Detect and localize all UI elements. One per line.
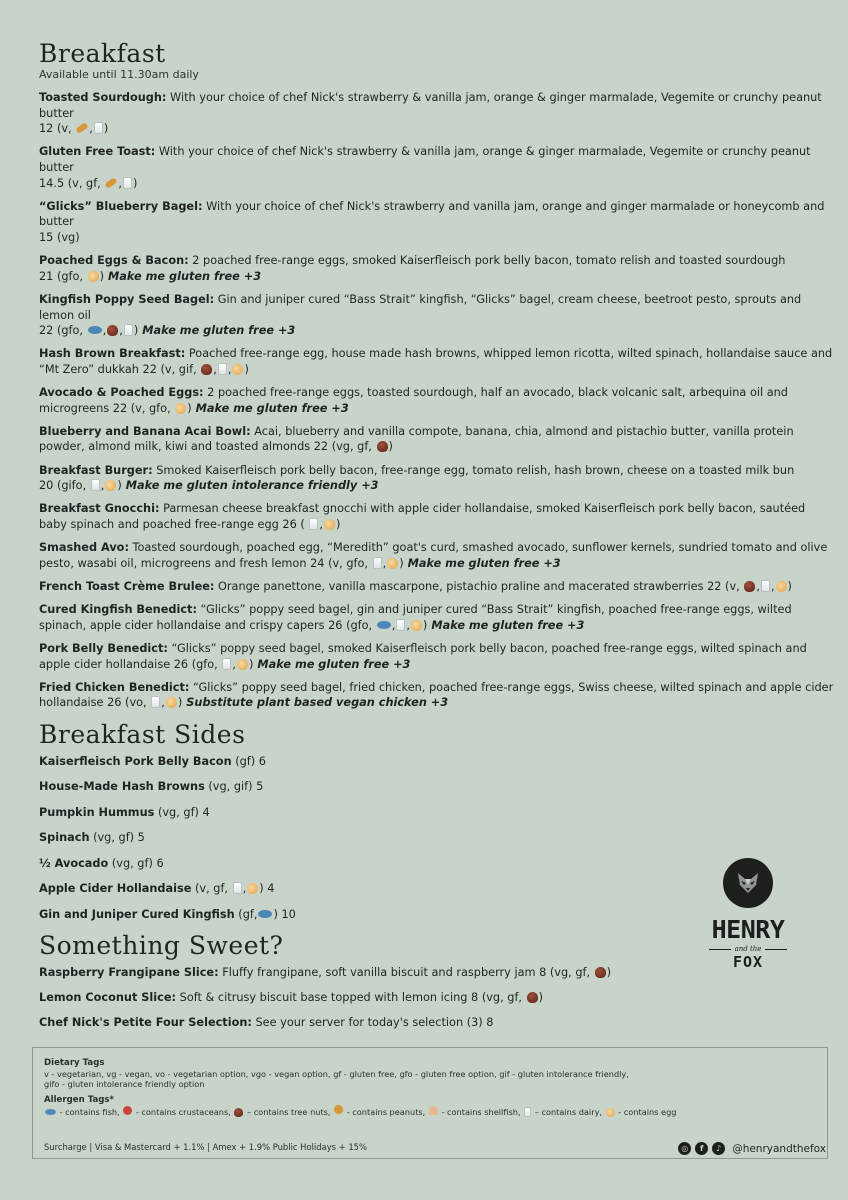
item-price-tags: 12 (v, [39, 122, 76, 136]
sweet-name: Chef Nick's Petite Four Selection: [39, 1016, 252, 1030]
allergen-tags-list [44, 1105, 816, 1118]
sweet-description: Soft & citrusy biscuit base topped with lemon icing 8 (vg, gf, [176, 991, 526, 1005]
side-name: ½ Avocado [39, 856, 109, 870]
item-name: Gluten Free Toast: [39, 145, 156, 159]
item-description: Parmesan cheese breakfast gnocchi with apple cider hollandaise, smoked Kaiserfleisch pork belly bacon, sautéed baby spinach and poached free-range egg 26 ( [39, 502, 806, 531]
menu-item: Hash Brown Breakfast: Poached free-range egg, house made hash browns, whipped lemon ricotta, wilted spinach, hollandaise sauce and “Mt Zero” dukkah 22 (v, gif, , , ) [39, 347, 833, 376]
tree-nut-icon [234, 1108, 243, 1117]
item-name: Hash Brown Breakfast: [39, 347, 186, 361]
item-tags-close: ) [244, 362, 249, 376]
allergen-label: - contains peanuts, [344, 1107, 428, 1117]
item-name: Toasted Sourdough: [39, 91, 167, 104]
menu-item: Toasted Sourdough: With your choice of chef Nick's strawberry & vanilla jam, orange & ginger marmalade, Vegemite or crunchy peanut butter 12 (v, , ) [39, 91, 822, 136]
egg-icon [324, 519, 335, 530]
side-tags-price: (vg, gif) 5 [204, 780, 264, 793]
side-name: Apple Cider Hollandaise [39, 882, 192, 895]
sweet-description: Fluffy frangipane, soft vanilla biscuit and raspberry jam 8 (vg, gf, [218, 966, 594, 979]
egg-icon [88, 271, 99, 282]
tree-nut-icon [527, 992, 538, 1003]
dairy-icon [91, 479, 100, 491]
item-tags-close: ) [177, 696, 183, 710]
allergen-label: - contains egg [615, 1107, 677, 1117]
item-description: “Glicks” poppy seed bagel, smoked Kaiserfleisch pork belly bacon, poached free-range eggs, wilted spinach and apple cider hollandaise 26 (gfo, [39, 641, 807, 671]
item-description: Toasted sourdough, poached egg, “Meredith” goat's curd, smashed avocado, sunflower kernels, sundried tomato and olive pesto, wasabi oil, microgreens and fresh lemon 24 (v, gfo, [39, 541, 828, 570]
item-description: “Glicks” poppy seed bagel, fried chicken, poached free-range eggs, Swiss cheese, wilted spinach and apple cider hollandaise 26 (vo, [39, 680, 834, 710]
item-tags-close: ) [422, 618, 428, 632]
side-tags-price: (v, gf, [191, 882, 232, 895]
item-option: Make me gluten free +3 [195, 401, 349, 415]
item-name: Pork Belly Benedict: [39, 641, 168, 655]
item-name: Kingfish Poppy Seed Bagel: [39, 292, 215, 306]
dietary-tags-text-2: gifo - gluten intolerance friendly option [44, 1079, 205, 1089]
item-price-tags: 21 (gfo, [39, 269, 87, 283]
menu-item: French Toast Crème Brulee: Orange panettone, vanilla mascarpone, pistachio praline and macerated strawberries 22 (v, , , ) [39, 579, 792, 593]
sweet-tags-close: ) [538, 991, 544, 1005]
egg-icon [166, 697, 177, 708]
dairy-icon [373, 557, 382, 569]
dietary-tags-text: v - vegetarian, vg - vegan, vo - vegetarian option, vgo - vegan option, gf - gluten free, gfo - gluten free option, gif - gluten intolerance friendly, [44, 1068, 629, 1079]
item-name: Poached Eggs & Bacon: [39, 254, 189, 268]
item-price-tags: 20 (gifo, [39, 479, 90, 493]
egg-icon [175, 403, 186, 414]
item-option: Make me gluten free +3 [257, 657, 411, 671]
item-option: Substitute plant based vegan chicken +3 [186, 696, 449, 710]
dairy-icon [524, 1107, 531, 1117]
item-tags-close: ) [99, 269, 105, 283]
side-name: House-Made Hash Browns [39, 780, 205, 793]
dairy-icon [222, 658, 231, 670]
fish-icon [258, 910, 272, 918]
fox-logo-icon [723, 858, 773, 908]
sweet-title: Something Sweet? [39, 931, 284, 960]
logo-henry-text: HENRY [711, 915, 785, 944]
logo-fox-text: FOX [732, 953, 764, 971]
menu-item: Gluten Free Toast: With your choice of chef Nick's strawberry & vanilla jam, orange & ginger marmalade, Vegemite or crunchy peanut butter 14.5 (v, gf, , ) [39, 145, 811, 190]
breakfast-title: Breakfast [39, 39, 166, 68]
egg-icon [247, 883, 258, 894]
tree-nut-icon [201, 364, 212, 375]
item-tags-close: ) [187, 401, 192, 415]
sweet-name: Lemon Coconut Slice: [39, 991, 177, 1005]
item-price-tags: 14.5 (v, gf, [39, 176, 105, 190]
item-option: Make me gluten free +3 [108, 269, 262, 283]
side-item: Apple Cider Hollandaise (v, gf, , ) 4 [39, 882, 275, 895]
menu-item: Breakfast Gnocchi: Parmesan cheese breakfast gnocchi with apple cider hollandaise, smoked Kaiserfleisch pork belly bacon, sautéed baby spinach and poached free-range egg 26 ( , ) [39, 502, 806, 531]
dairy-icon [309, 518, 318, 530]
menu-item [39, 199, 834, 246]
item-name: Smashed Avo: [39, 541, 129, 555]
henry-and-the-fox-logo [706, 858, 790, 970]
item-name: Breakfast Gnocchi: [39, 502, 160, 516]
item-description: Acai, blueberry and vanilla compote, banana, chia, almond and pistachio butter, vanilla protein powder, almond milk, kiwi and toasted almonds 22 (vg, gf, [39, 424, 794, 454]
allergen-tags-title: Allergen Tags* [44, 1094, 115, 1105]
item-price-tags: 22 (gfo, [39, 324, 87, 338]
menu-item: Fried Chicken Benedict: “Glicks” poppy seed bagel, fried chicken, poached free-range eggs, Swiss cheese, wilted spinach and apple cider hollandaise 26 (vo, , ) Substitute plant based vegan chicken +3 [39, 680, 834, 710]
item-description: Poached free-range egg, house made hash browns, whipped lemon ricotta, wilted spinach, hollandaise sauce and “Mt Zero” dukkah 22 (v, gif, [39, 347, 833, 376]
menu-item [39, 385, 834, 416]
social-handle[interactable]: @henryandthefox [732, 1142, 826, 1155]
egg-icon [237, 659, 248, 670]
side-name: Spinach [39, 831, 90, 844]
item-name: Breakfast Burger: [39, 463, 153, 477]
allergen-label: - contains crustaceans, [133, 1107, 234, 1117]
allergen-label: – contains dairy, [532, 1107, 605, 1117]
sweet-item [39, 1015, 834, 1030]
item-name: Avocado & Poached Eggs: [39, 386, 204, 400]
instagram-icon[interactable]: ◎ [678, 1142, 691, 1155]
dairy-icon [124, 324, 133, 336]
item-option: Make me gluten intolerance friendly +3 [125, 479, 379, 493]
side-name: Pumpkin Hummus [39, 805, 155, 819]
menu-item [39, 424, 834, 455]
side-tags-price: (gf, [234, 907, 258, 921]
peanut-icon [76, 122, 89, 134]
item-description: With your choice of chef Nick's strawberry & vanilla jam, orange & ginger marmalade, Vegemite or crunchy peanut butter [39, 145, 811, 174]
side-name: Gin and Juniper Cured Kingfish [39, 907, 235, 921]
item-description: 2 poached free-range eggs, smoked Kaiserfleisch pork belly bacon, tomato relish and toasted sourdough [188, 254, 786, 268]
sweet-description: See your server for today's selection (3) 8 [251, 1016, 494, 1030]
side-tags-close: ) 10 [273, 907, 296, 921]
dairy-icon [233, 882, 242, 894]
menu-item: Pork Belly Benedict: “Glicks” poppy seed bagel, smoked Kaiserfleisch pork belly bacon, poached free-range eggs, wilted spinach and apple cider hollandaise 26 (gfo, , ) Make me gluten free +3 [39, 641, 807, 671]
egg-icon [232, 364, 243, 375]
side-tags-price: (vg, gf) 6 [108, 856, 164, 870]
dietary-tags-title: Dietary Tags [44, 1058, 105, 1068]
dairy-icon [94, 122, 103, 134]
item-description: With your choice of chef Nick's strawberry & vanilla jam, orange & ginger marmalade, Vegemite or crunchy peanut butter [39, 91, 822, 120]
item-tags-close: ) [335, 518, 341, 531]
side-item [39, 754, 834, 769]
egg-icon [411, 620, 422, 631]
menu-item: Cured Kingfish Benedict: “Glicks” poppy seed bagel, gin and juniper cured “Bass Strait” kingfish, poached free-range eggs, wilted spinach, apple cider hollandaise and crispy capers 26 (gfo, , , ) Make me gluten free +3 [39, 603, 792, 632]
item-tags-close: ) [103, 122, 109, 136]
sweet-list [39, 965, 834, 1030]
social-links [678, 1142, 826, 1155]
item-tags-close: ) [132, 176, 138, 190]
item-name: “Glicks” Blueberry Bagel: [39, 199, 203, 213]
side-tags-price: (vg, gf) 4 [154, 805, 210, 819]
tree-nut-icon [744, 581, 755, 592]
facebook-icon[interactable]: f [695, 1142, 708, 1155]
item-price-tags: 15 (vg) [39, 230, 80, 244]
item-name: French Toast Crème Brulee: [39, 579, 215, 593]
dairy-icon [123, 177, 132, 189]
item-description: 2 poached free-range eggs, toasted sourdough, half an avocado, black volcanic salt, arbequina oil and microgreens 22 (v, gfo, [39, 386, 788, 415]
item-option: Make me gluten free +3 [407, 556, 561, 570]
side-tags-price: (gf) 6 [231, 754, 266, 768]
egg-icon [776, 581, 787, 592]
side-item [39, 805, 834, 820]
item-description: Orange panettone, vanilla mascarpone, pistachio praline and macerated strawberries 22 (v, [214, 579, 744, 593]
item-tags-close: ) [787, 579, 792, 593]
egg-icon [105, 480, 116, 491]
egg-icon [606, 1108, 615, 1117]
item-tags-close: ) [388, 440, 393, 454]
fish-icon [377, 621, 391, 629]
dairy-icon [151, 696, 160, 708]
sweet-tags-close: ) [606, 966, 612, 979]
allergen-label: - contains shellfish, [438, 1107, 524, 1117]
menu-item: Kingfish Poppy Seed Bagel: Gin and juniper cured “Bass Strait” kingfish, “Glicks” bagel, cream cheese, beetroot pesto, sprouts and lemon oil 22 (gfo, , , ) Make me gluten free +3 [39, 292, 802, 338]
tree-nut-icon [377, 441, 388, 452]
tree-nut-icon [595, 967, 606, 978]
item-tags-close: ) [399, 556, 404, 570]
side-item [39, 830, 834, 845]
tiktok-icon[interactable]: ♪ [712, 1142, 725, 1155]
sweet-item [39, 990, 834, 1005]
breakfast-subtitle: Available until 11.30am daily [39, 68, 199, 81]
item-name: Fried Chicken Benedict: [39, 680, 190, 694]
allergen-label: – contains tree nuts, [244, 1107, 334, 1117]
egg-icon [387, 558, 398, 569]
sweet-name: Raspberry Frangipane Slice: [39, 966, 219, 979]
item-name: Cured Kingfish Benedict: [39, 603, 197, 617]
dairy-icon [761, 580, 770, 592]
crustacean-icon [123, 1106, 132, 1115]
side-name: Kaiserfleisch Pork Belly Bacon [39, 754, 232, 768]
side-item [39, 779, 834, 794]
dairy-icon [218, 363, 227, 375]
item-tags-close: ) [117, 479, 122, 493]
item-name: Blueberry and Banana Acai Bowl: [39, 424, 251, 438]
tree-nut-icon [107, 325, 118, 336]
peanut-icon [105, 177, 118, 189]
item-option: Make me gluten free +3 [431, 618, 585, 632]
fish-icon [45, 1109, 56, 1115]
shellfish-icon [429, 1106, 438, 1115]
menu-item: Smashed Avo: Toasted sourdough, poached egg, “Meredith” goat's curd, smashed avocado, sunflower kernels, sundried tomato and olive pesto, wasabi oil, microgreens and fresh lemon 24 (v, gfo, , ) Make me gluten free +3 [39, 541, 828, 570]
menu-item: Breakfast Burger: Smoked Kaiserfleisch pork belly bacon, free-range egg, tomato relish, hash brown, cheese on a toasted milk bun 20 (gifo, , ) Make me gluten intolerance friendly +3 [39, 463, 795, 493]
dairy-icon [396, 619, 405, 631]
fish-icon [88, 326, 102, 334]
item-description: Gin and juniper cured “Bass Strait” kingfish, “Glicks” bagel, cream cheese, beetroot pesto, sprouts and lemon oil [39, 292, 802, 322]
side-tags-close: ) 4 [259, 882, 275, 895]
item-tags-close: ) [248, 657, 254, 671]
side-tags-price: (vg, gf) 5 [89, 831, 145, 844]
breakfast-list [39, 90, 834, 711]
item-tags-close: ) [133, 324, 139, 338]
item-description: With your choice of chef Nick's strawberry and vanilla jam, orange and ginger marmalade or honeycomb and butter [39, 199, 825, 229]
logo-and-the-text: and the [734, 945, 762, 953]
item-option: Make me gluten free +3 [142, 324, 296, 338]
allergen-label: - contains fish, [57, 1107, 123, 1117]
sides-title: Breakfast Sides [39, 719, 246, 749]
surcharge-text: Surcharge | Visa & Mastercard + 1.1% | Amex + 1.9% Public Holidays + 15% [44, 1142, 367, 1152]
item-description: Smoked Kaiserfleisch pork belly bacon, free-range egg, tomato relish, hash brown, cheese on a toasted milk bun [152, 463, 795, 477]
menu-item [39, 253, 834, 284]
item-description: “Glicks” poppy seed bagel, gin and juniper cured “Bass Strait” kingfish, poached free-range eggs, wilted spinach, apple cider hollandaise and crispy capers 26 (gfo, [39, 603, 792, 632]
